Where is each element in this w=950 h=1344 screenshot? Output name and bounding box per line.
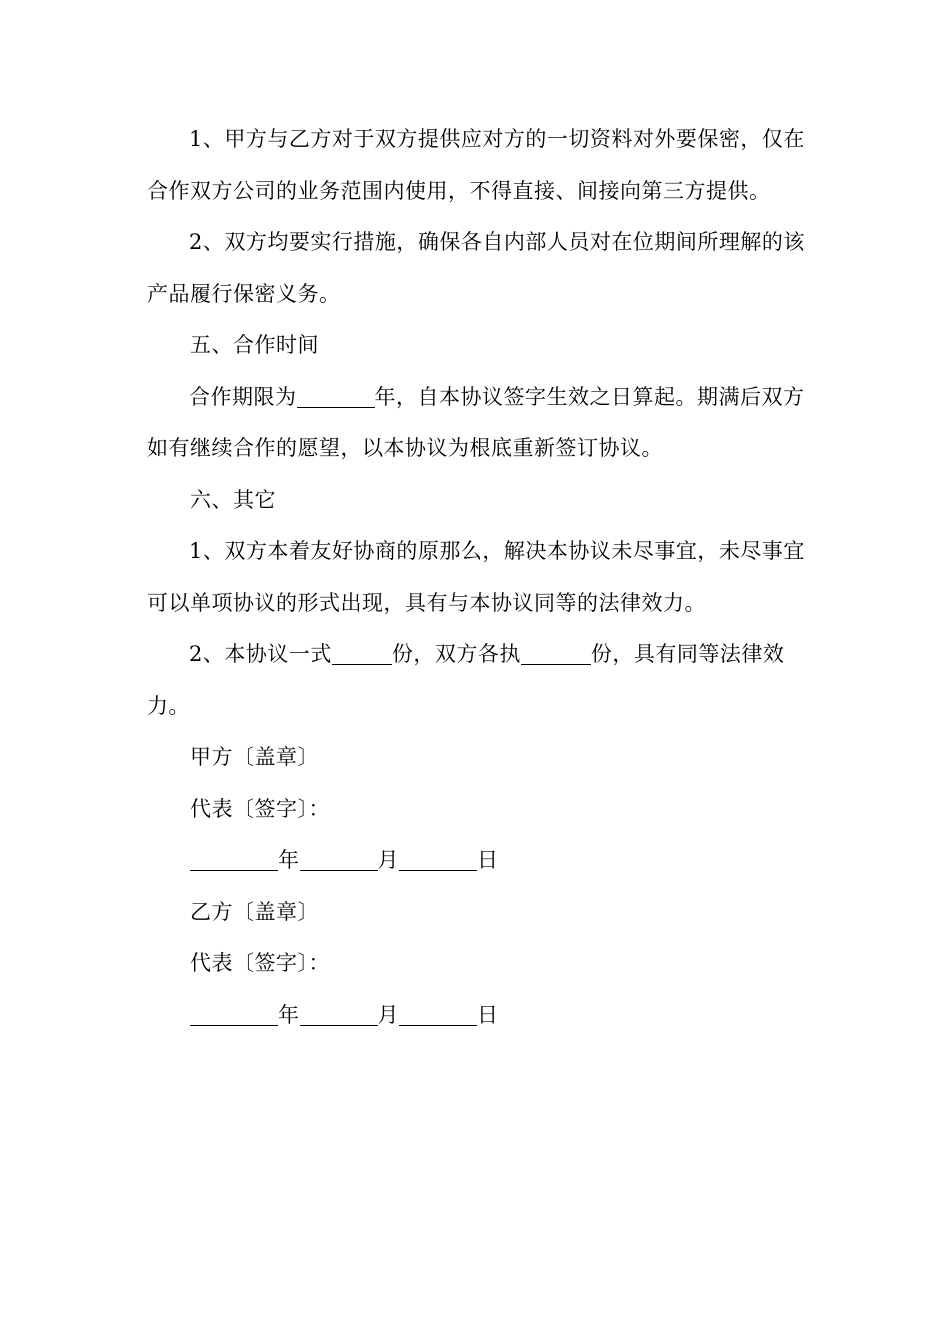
day-label: 日: [477, 1002, 499, 1027]
clause-cooperation-term: [147, 372, 807, 475]
clause-other-2: [147, 629, 807, 732]
clause-other-1: 1、双方本着友好协商的原那么，解决本协议未尽事宜，未尽事宜可以单项协议的形式出现，具有与本协议同等的法律效力。: [147, 539, 805, 615]
month-blank: [300, 1004, 378, 1026]
term-text-before: 合作期限为: [189, 384, 297, 409]
year-blank: [190, 849, 278, 871]
party-b-representative: 代表〔签字〕：: [190, 951, 330, 975]
copies-text-a: 2、本协议一式: [189, 642, 332, 666]
party-a-date: [147, 835, 807, 887]
document-body: [147, 114, 807, 1041]
copies-text-b: 份，双方各执: [391, 642, 521, 666]
year-blank: [190, 1004, 278, 1026]
party-a-seal: 甲方〔盖章〕: [190, 745, 319, 769]
term-years-blank: [297, 386, 375, 408]
clause-confidentiality-2: 2、双方均要实行措施，确保各自内部人员对在位期间所理解的该产品履行保密义务。: [147, 230, 805, 306]
copies-each-blank: [521, 643, 591, 665]
copies-text-c: 份，具有同等法律效力。: [147, 642, 785, 718]
month-blank: [300, 849, 378, 871]
month-label: 月: [377, 848, 399, 872]
year-label: 年: [278, 848, 300, 872]
party-a-representative: 代表〔签字〕：: [190, 796, 330, 821]
copies-total-blank: [332, 643, 392, 665]
section-heading-cooperation-time: 五、合作时间: [190, 333, 319, 357]
year-label: 年: [278, 1002, 300, 1027]
day-blank: [399, 1004, 477, 1026]
party-b-date: [147, 990, 807, 1042]
section-heading-other: 六、其它: [190, 487, 276, 512]
day-blank: [399, 849, 477, 871]
clause-confidentiality-1: 1、甲方与乙方对于双方提供应对方的一切资料对外要保密，仅在合作双方公司的业务范围内使用，不得直接、间接向第三方提供。: [147, 127, 805, 203]
party-b-seal: 乙方〔盖章〕: [190, 899, 319, 924]
month-label: 月: [377, 1002, 399, 1027]
term-text-after: 年，自本协议签字生效之日算起。期满后双方如有继续合作的愿望，以本协议为根底重新签订协议。: [147, 384, 805, 460]
day-label: 日: [477, 848, 499, 872]
